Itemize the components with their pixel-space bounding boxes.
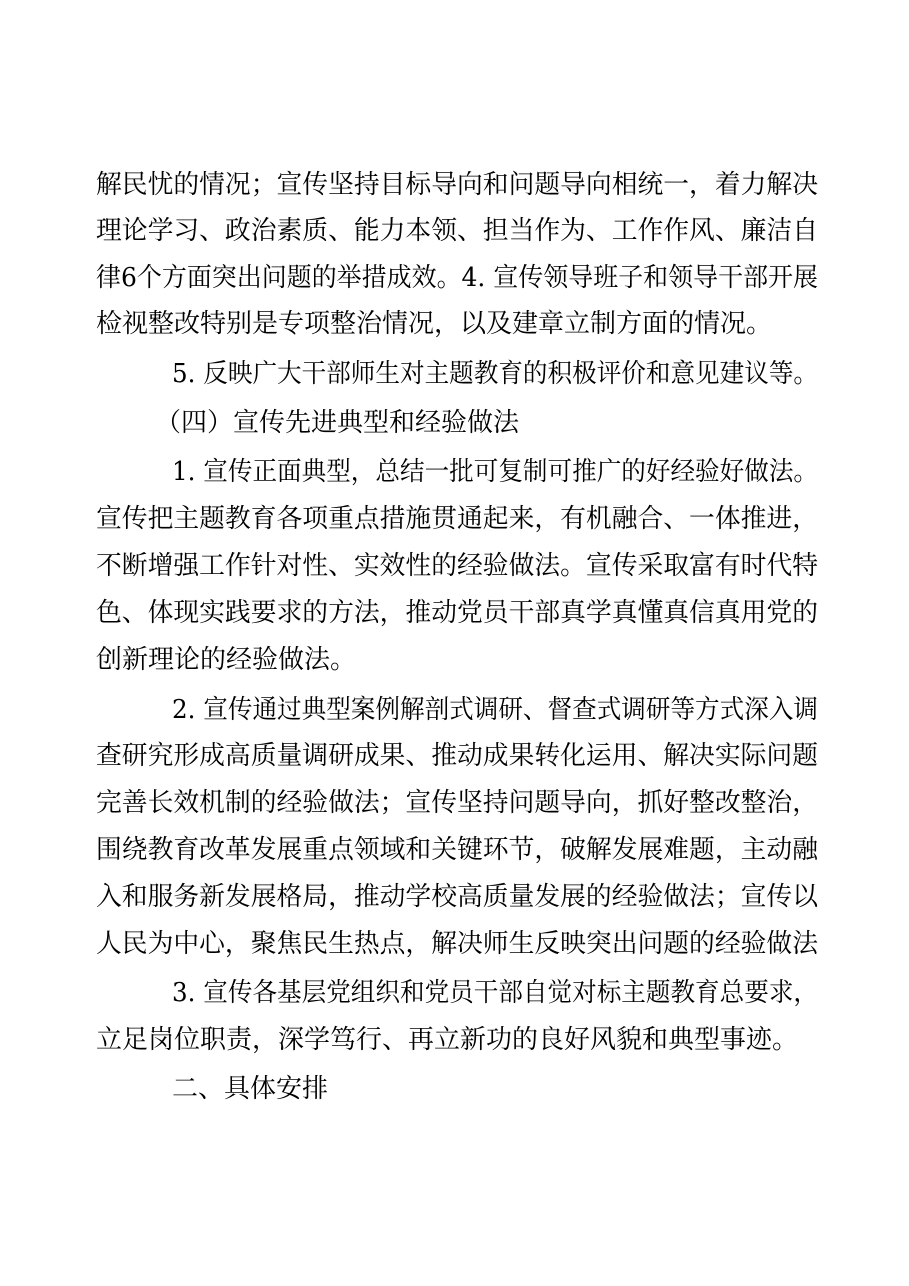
- text-line: [0, 450, 909, 494]
- line-text: 不断增强工作针对性、实效性的经验做法。宣传采取富有时代特: [96, 551, 818, 581]
- line-text: 完善长效机制的经验做法；宣传坚持问题导向，抓好整改整治，: [96, 788, 818, 818]
- section-heading: [0, 1067, 909, 1111]
- section-heading: [0, 401, 909, 445]
- text-line: [0, 591, 909, 635]
- line-text: 理论学习、政治素质、能力本领、担当作为、工作作风、廉洁自: [96, 216, 818, 246]
- text-line: [0, 302, 909, 346]
- line-text: 律6个方面突出问题的举措成效。4. 宣传领导班子和领导干部开展: [96, 263, 818, 293]
- text-line: [0, 1018, 909, 1062]
- line-text: 查研究形成高质量调研成果、推动成果转化运用、解决实际问题: [96, 741, 818, 771]
- line-text: 人民为中心，聚焦民生热点，解决师生反映突出问题的经验做法: [96, 929, 818, 959]
- text-line: [0, 688, 909, 732]
- line-text: 检视整改特别是专项整治情况，以及建章立制方面的情况。: [96, 309, 773, 339]
- line-text: 5. 反映广大干部师生对主题教育的积极评价和意见建议等。: [172, 359, 818, 389]
- text-line: [0, 256, 909, 300]
- line-text: 2. 宣传通过典型案例解剖式调研、督查式调研等方式深入调: [172, 695, 818, 725]
- text-line: [0, 163, 909, 207]
- line-text: 围绕教育改革发展重点领域和关键环节，破解发展难题，主动融: [96, 835, 818, 865]
- line-text: 色、体现实践要求的方法，推动党员干部真学真懂真信真用党的: [96, 598, 818, 628]
- line-text: 立足岗位职责，深学笃行、再立新功的良好风貌和典型事迹。: [96, 1025, 799, 1055]
- text-line: [0, 875, 909, 919]
- line-text: 1. 宣传正面典型，总结一批可复制可推广的好经验好做法。: [172, 457, 818, 487]
- text-line: [0, 544, 909, 588]
- line-text: 入和服务新发展格局，推动学校高质量发展的经验做法；宣传以: [96, 882, 818, 912]
- text-line: [0, 781, 909, 825]
- line-text: 宣传把主题教育各项重点措施贯通起来，有机融合、一体推进，: [96, 504, 818, 534]
- line-text: 3. 宣传各基层党组织和党员干部自觉对标主题教育总要求，: [172, 978, 818, 1008]
- line-text: 创新理论的经验做法。: [96, 645, 357, 675]
- text-line: [0, 922, 909, 966]
- text-line: [0, 209, 909, 253]
- line-text: （四）宣传先进典型和经验做法: [155, 408, 520, 438]
- text-line: [0, 638, 909, 682]
- text-line: [0, 497, 909, 541]
- text-line: [0, 828, 909, 872]
- text-line: [0, 352, 909, 396]
- line-text: 二、具体安排: [172, 1074, 329, 1104]
- line-text: 解民忧的情况；宣传坚持目标导向和问题导向相统一，着力解决: [96, 170, 818, 200]
- text-line: [0, 971, 909, 1015]
- text-line: [0, 734, 909, 778]
